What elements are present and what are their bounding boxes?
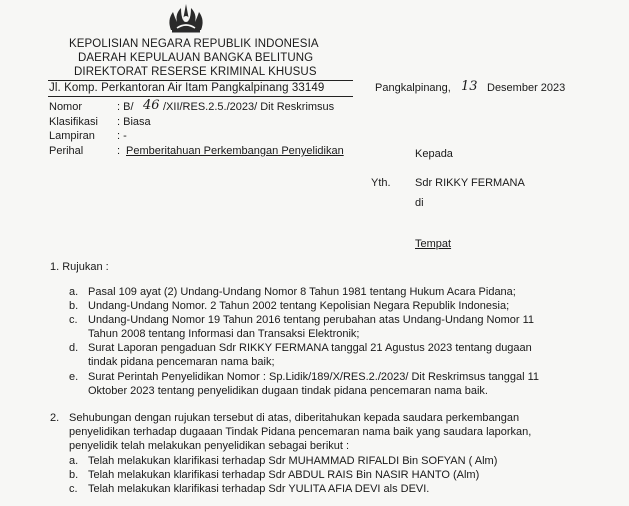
perihal-label: Perihal bbox=[49, 145, 84, 157]
klasifikasi-value: : Biasa bbox=[117, 116, 151, 128]
recipient-di: di bbox=[415, 197, 424, 209]
rujukan-c-line-2: Tahun 2008 tentang Informasi dan Transaksi Elektronik; bbox=[88, 328, 360, 340]
section-2-line-1: Sehubungan dengan rujukan tersebut di atas, diberitahukan kepada saudara perkembangan bbox=[69, 412, 520, 424]
lampiran-value: : - bbox=[117, 130, 127, 142]
rujukan-e-line-2: Oktober 2023 tentang penyelidikan dugaan tindak pidana pencemaran nama baik. bbox=[88, 385, 488, 397]
header-line-1: KEPOLISIAN NEGARA REPUBLIK INDONESIA bbox=[69, 38, 319, 50]
rujukan-d-line-1: Surat Laporan pengaduan Sdr RIKKY FERMANA tanggal 21 Agustus 2023 tentang dugaan bbox=[88, 342, 532, 354]
nomor-suffix: /XII/RES.2.5./2023/ Dit Reskrimsus bbox=[163, 101, 335, 113]
klarifikasi-a-text: Telah melakukan klarifikasi terhadap Sdr MUHAMMAD RIFALDI Bin SOFYAN ( Alm) bbox=[88, 455, 498, 467]
date-day: 13 bbox=[461, 79, 478, 94]
rujukan-e-line-1: Surat Perintah Penyelidikan Nomor : Sp.Lidik/189/X/RES.2./2023/ Dit Reskrimsus tanggal 11 bbox=[88, 371, 540, 383]
lampiran-label: Lampiran bbox=[49, 130, 95, 142]
kepada-label: Kepada bbox=[415, 148, 453, 160]
recipient-tempat: Tempat bbox=[415, 238, 452, 250]
klarifikasi-b-marker: b. bbox=[69, 469, 79, 481]
date-month-year: Desember 2023 bbox=[487, 82, 566, 94]
date-city: Pangkalpinang, bbox=[375, 82, 451, 94]
header-line-2: DAERAH KEPULAUAN BANGKA BELITUNG bbox=[78, 52, 314, 64]
rujukan-e-marker: e. bbox=[69, 371, 79, 383]
police-emblem-icon bbox=[163, 2, 209, 34]
perihal-colon: : bbox=[117, 145, 121, 157]
nomor-label: Nomor bbox=[49, 101, 83, 113]
klarifikasi-c-text: Telah melakukan klarifikasi terhadap Sdr YULITA AFIA DEVI als DEVI. bbox=[88, 483, 430, 495]
recipient-name: Sdr RIKKY FERMANA bbox=[415, 177, 525, 189]
nomor-prefix: : B/ bbox=[117, 101, 134, 113]
rujukan-d-line-2: tindak pidana pencemaran nama baik; bbox=[88, 356, 275, 368]
rujukan-b-line-1: Undang-Undang Nomor. 2 Tahun 2002 tentang Kepolisian Negara Republik Indonesia; bbox=[88, 300, 510, 312]
section-2-number: 2. bbox=[50, 412, 60, 424]
klarifikasi-a-marker: a. bbox=[69, 455, 79, 467]
header-address-underline bbox=[48, 96, 353, 97]
section-2-line-3: penyelidik telah melakukan penyelidikan sebagai berikut : bbox=[69, 440, 350, 452]
rujukan-d-marker: d. bbox=[69, 342, 79, 354]
header-divider bbox=[48, 80, 353, 81]
header-line-3: DIREKTORAT RESERSE KRIMINAL KHUSUS bbox=[74, 66, 317, 78]
rujukan-c-marker: c. bbox=[69, 314, 78, 326]
perihal-value: Pemberitahuan Perkembangan Penyelidikan bbox=[126, 145, 344, 157]
rujukan-c-line-1: Undang-Undang Nomor 19 Tahun 2016 tentang perubahan atas Undang-Undang Nomor 11 bbox=[88, 314, 535, 326]
nomor-handwritten: 46 bbox=[143, 98, 160, 113]
header-address: Jl. Komp. Perkantoran Air Itam Pangkalpinang 33149 bbox=[49, 82, 325, 94]
rujukan-a-marker: a. bbox=[69, 286, 79, 298]
rujukan-b-marker: b. bbox=[69, 300, 79, 312]
klasifikasi-label: Klasifikasi bbox=[49, 116, 98, 128]
section-2-line-2: penyelidikan terhadap dugaaan Tindak Pidana pencemaran nama baik yang saudara laporkan, bbox=[69, 426, 532, 438]
section-1-title: 1. Rujukan : bbox=[50, 261, 109, 273]
rujukan-a-line-1: Pasal 109 ayat (2) Undang-Undang Nomor 8 Tahun 1981 tentang Hukum Acara Pidana; bbox=[88, 286, 516, 298]
klarifikasi-c-marker: c. bbox=[69, 483, 78, 495]
yth-label: Yth. bbox=[371, 177, 391, 189]
klarifikasi-b-text: Telah melakukan klarifikasi terhadap Sdr ABDUL RAIS Bin NASIR HANTO (Alm) bbox=[88, 469, 480, 481]
